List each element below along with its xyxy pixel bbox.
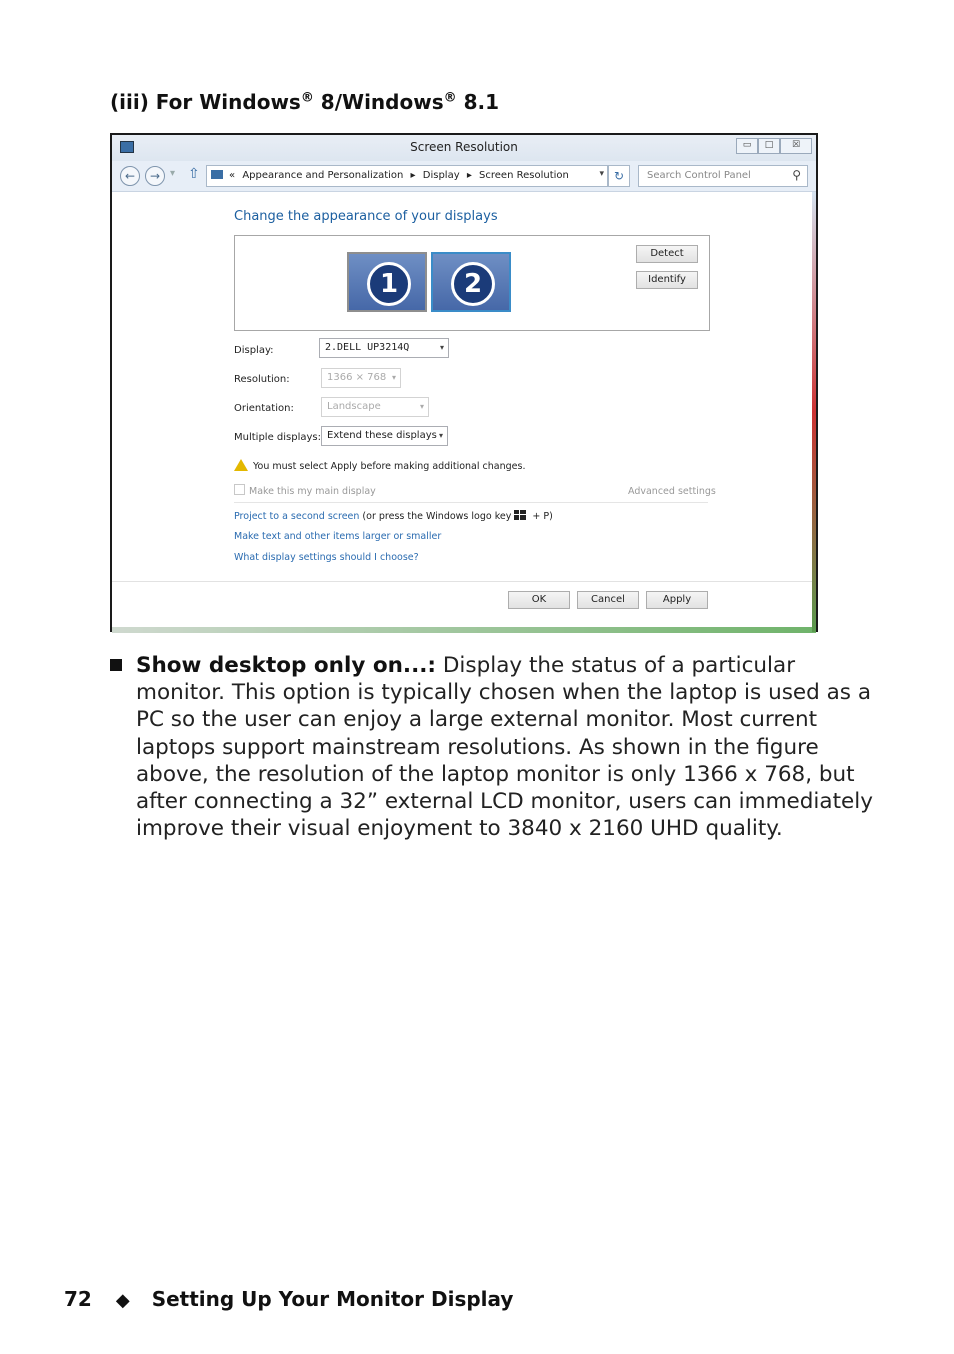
bullet-lead: Show desktop only on...: [136, 653, 437, 678]
detect-button[interactable]: Detect [636, 245, 698, 263]
project-second-screen-row: Project to a second screen (or press the Windows logo key + P) [234, 511, 553, 522]
orientation-label: Orientation: [234, 403, 294, 414]
cancel-button[interactable]: Cancel [577, 591, 639, 609]
display-select[interactable]: 2.DELL UP3214Q ▾ [319, 338, 449, 358]
breadcrumb-display[interactable]: Display [422, 170, 460, 181]
apply-button[interactable]: Apply [646, 591, 708, 609]
window-bottom-edge [112, 627, 816, 633]
chevron-down-icon: ▾ [438, 431, 443, 440]
navigation-bar [112, 161, 816, 192]
multiple-displays-select[interactable]: Extend these displays ▾ [321, 426, 448, 446]
warning-icon [234, 459, 248, 471]
chevron-down-icon: ▾ [419, 402, 424, 411]
apply-warning: You must select Apply before making additional changes. [234, 457, 525, 472]
monitor-1-tile[interactable] [347, 252, 427, 312]
breadcrumb: « Appearance and Personalization ▸ Display ▸ Screen Resolution [229, 170, 569, 181]
orientation-select[interactable]: Landscape ▾ [321, 397, 429, 417]
divider [234, 502, 708, 503]
page-title: Change the appearance of your displays [234, 209, 498, 224]
minimize-button[interactable]: ▭ [736, 138, 758, 154]
window-right-edge [812, 192, 816, 632]
ok-button[interactable]: OK [508, 591, 570, 609]
text-size-link[interactable]: Make text and other items larger or smaller [234, 531, 442, 542]
arrow-left-icon: ← [124, 169, 136, 183]
display-label: Display: [234, 345, 274, 356]
resolution-select[interactable]: 1366 × 768 ▾ [321, 368, 401, 388]
project-second-screen-link[interactable]: Project to a second screen [234, 511, 360, 522]
breadcrumb-screen-resolution[interactable]: Screen Resolution [479, 170, 569, 181]
address-bar[interactable] [206, 165, 608, 187]
dialog-button-bar [112, 581, 816, 633]
close-button[interactable]: ☒ [780, 138, 812, 154]
display-arrangement-area [234, 235, 710, 331]
footer-section-title: Setting Up Your Monitor Display [151, 1287, 514, 1311]
checkbox-icon [234, 484, 245, 495]
window-title: Screen Resolution [410, 140, 518, 154]
chevron-down-icon: ▾ [439, 343, 444, 352]
bullet-body: Display the status of a particular monitor. This option is typically chosen when the laptop is used as a PC so the user can enjoy a large external monitor. Most current laptops support mainstream resolutions. As shown in the figure above, the resolution of the laptop monitor is only 1366 x 768, but after connecting a 32” external LCD monitor, users can immediately improve their visual enjoyment to 3840 x 2160 UHD quality. [136, 653, 873, 842]
resolution-label: Resolution: [234, 374, 290, 385]
monitor-number: 1 [367, 262, 411, 306]
recent-pages-chevron-icon[interactable]: ▾ [170, 168, 176, 179]
bullet-paragraph [136, 652, 876, 842]
windows-logo-icon [514, 510, 526, 520]
identify-button[interactable]: Identify [636, 271, 698, 289]
chevron-down-icon[interactable]: ▾ [599, 169, 604, 179]
breadcrumb-separator-icon[interactable]: ▸ [466, 170, 472, 181]
diamond-icon: ◆ [115, 1290, 130, 1311]
display-settings-help-link[interactable]: What display settings should I choose? [234, 552, 419, 563]
up-arrow-icon[interactable]: ⇧ [188, 166, 200, 182]
maximize-button[interactable]: □ [758, 138, 780, 154]
main-display-checkbox[interactable]: Make this my main display [234, 484, 376, 497]
breadcrumb-separator-icon[interactable]: ▸ [410, 170, 416, 181]
arrow-right-icon: → [149, 169, 161, 183]
monitor-2-tile[interactable] [431, 252, 511, 312]
square-bullet-icon [110, 659, 122, 671]
screen-resolution-window [110, 133, 818, 632]
search-icon[interactable]: ⚲ [792, 168, 801, 182]
search-input[interactable]: Search Control Panel ⚲ [638, 165, 808, 187]
refresh-button[interactable] [608, 165, 630, 187]
refresh-icon: ↻ [613, 169, 625, 183]
multiple-displays-label: Multiple displays: [234, 432, 321, 443]
back-button[interactable] [120, 166, 140, 186]
advanced-settings-link[interactable]: Advanced settings [628, 486, 716, 497]
monitor-number: 2 [451, 262, 495, 306]
section-heading: (iii) For Windows® 8/Windows® 8.1 [110, 90, 500, 114]
page-footer [64, 1287, 513, 1311]
chevron-down-icon: ▾ [391, 373, 396, 382]
page-number: 72 [64, 1287, 92, 1311]
content-area [112, 192, 816, 581]
breadcrumb-appearance[interactable]: Appearance and Personalization [242, 170, 404, 181]
forward-button[interactable] [145, 166, 165, 186]
control-panel-icon [211, 170, 223, 179]
title-bar [112, 135, 816, 161]
